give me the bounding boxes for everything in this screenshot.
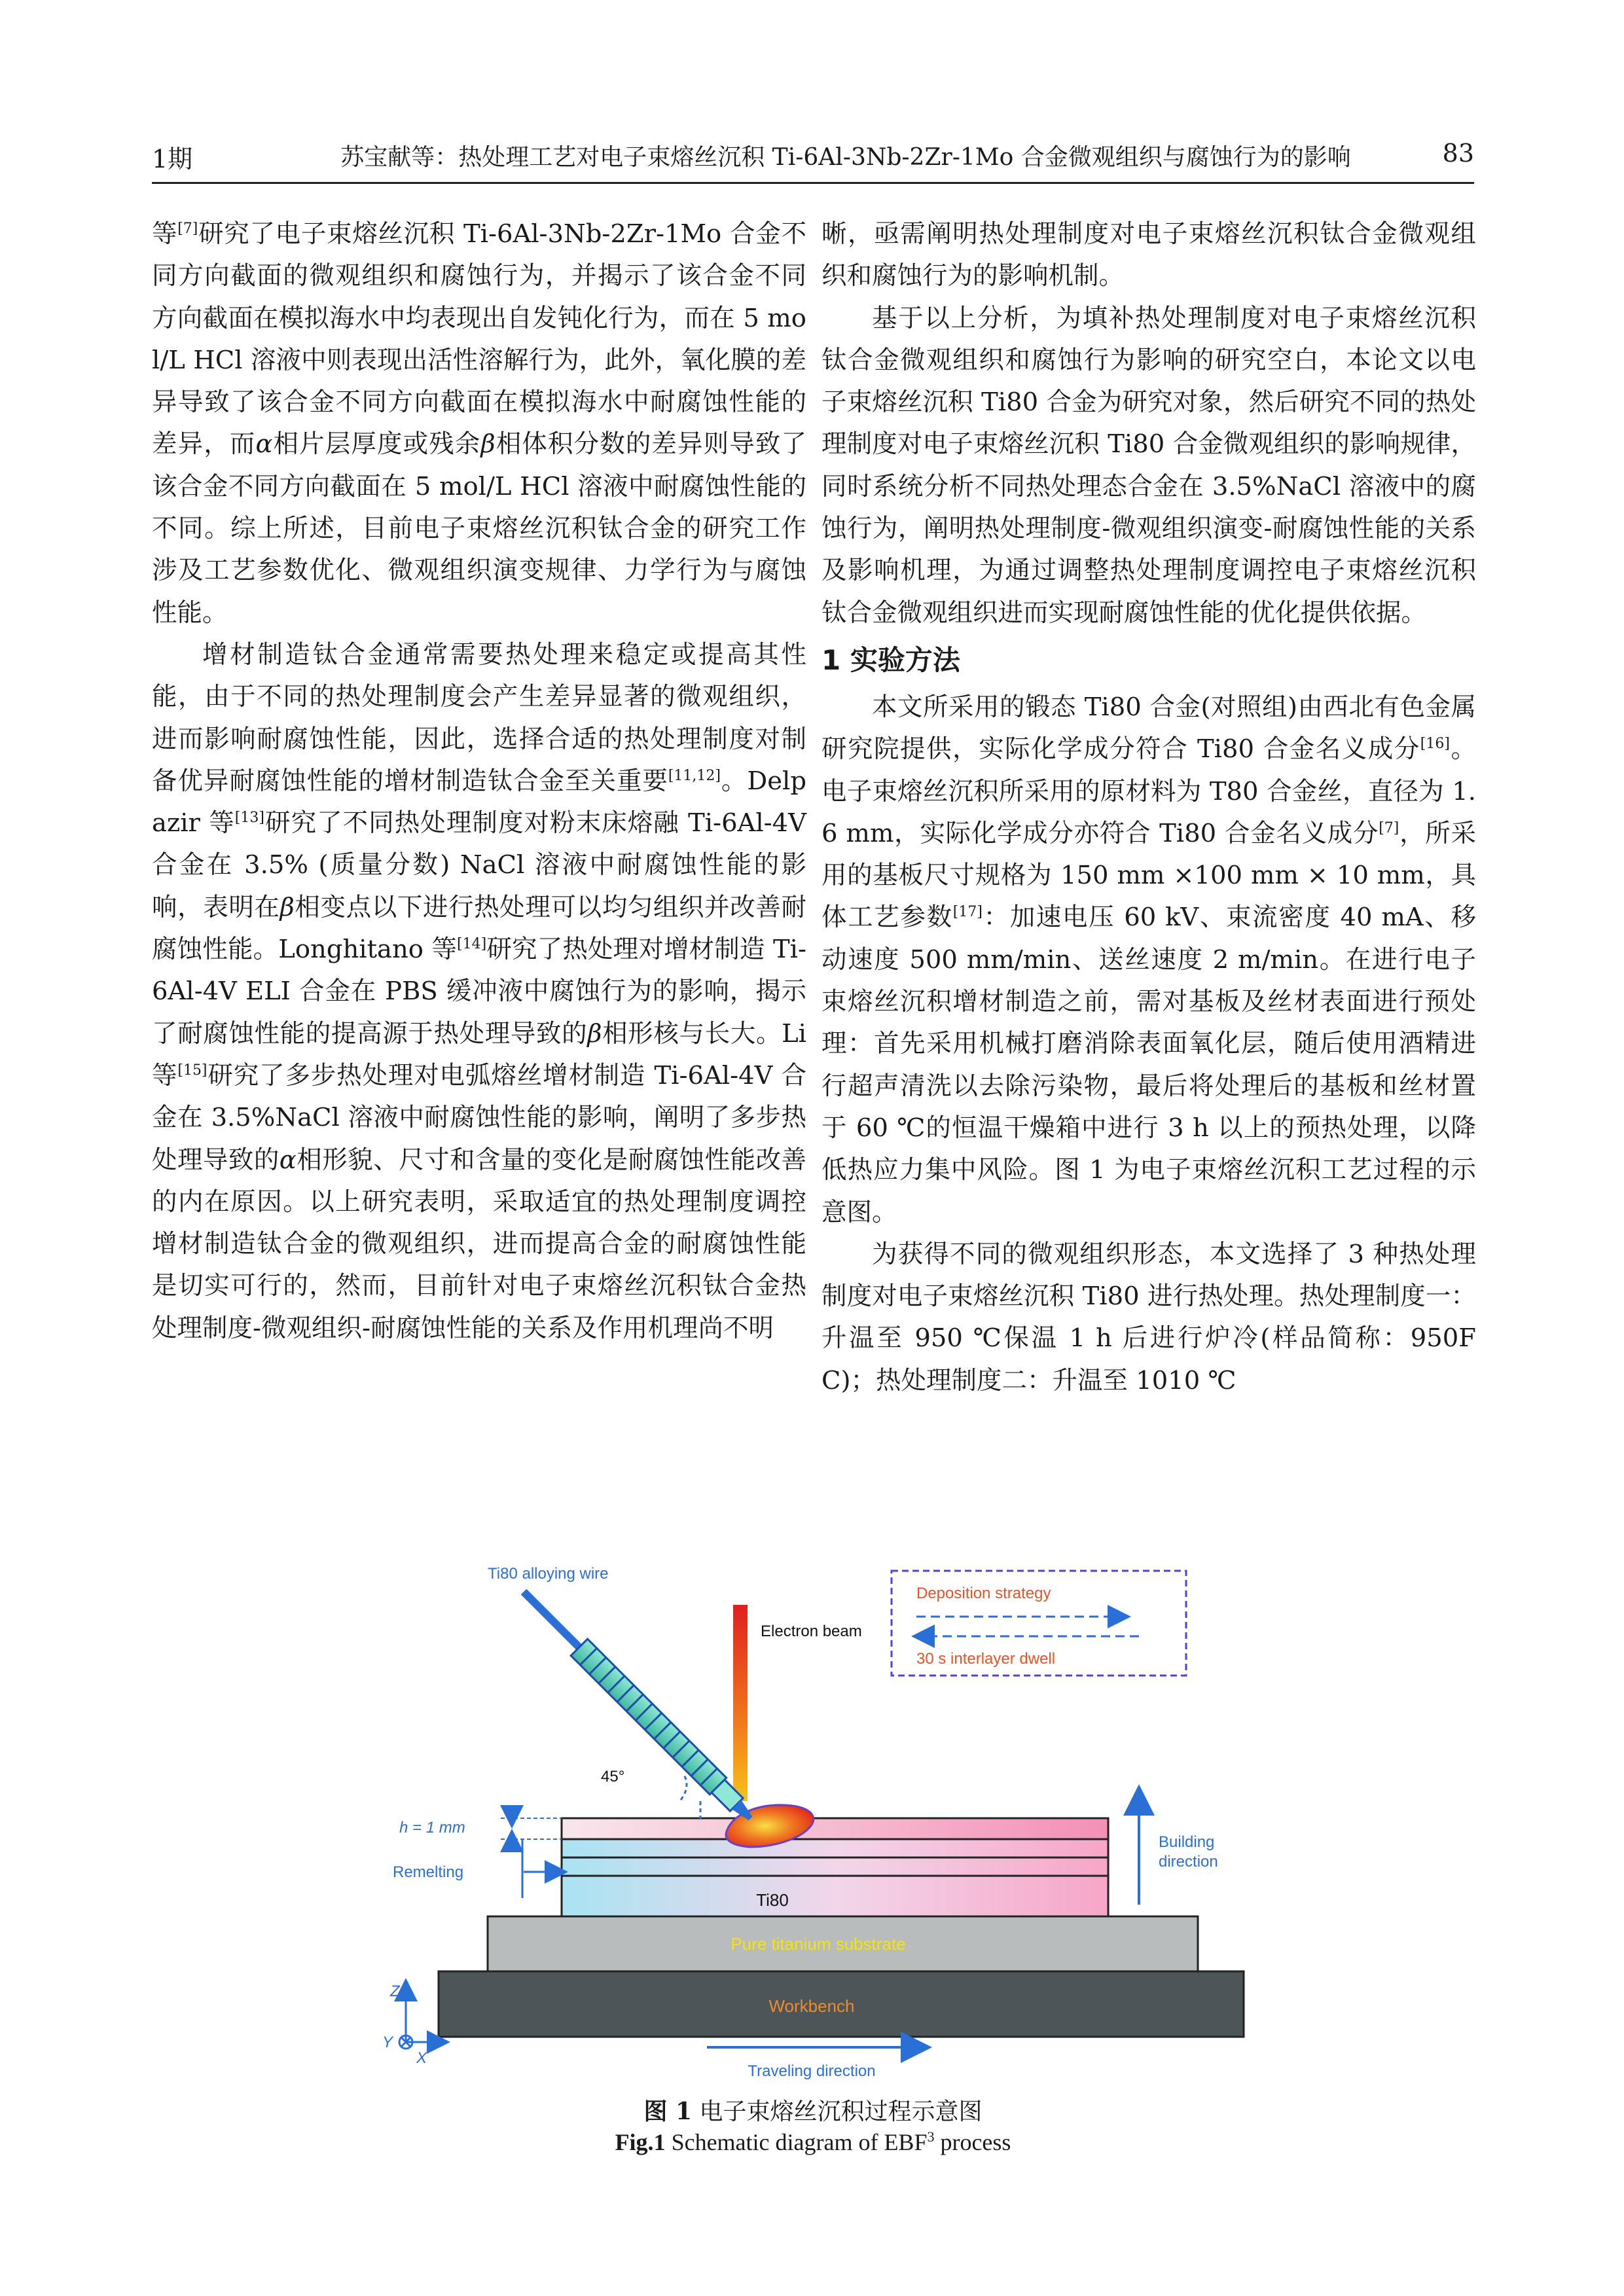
citation: [7] xyxy=(177,221,198,238)
paragraph: 基于以上分析，为填补热处理制度对电子束熔丝沉积钛合金微观组织和腐蚀行为影响的研究空白，本论文以电子束熔丝沉积 Ti80 合金为研究对象，然后研究不同的热处理制度对电子束熔丝沉积 Ti80 合金微观组织的影响规律，同时系统分析不同热处理态合金在 3.5%NaCl 溶液中的腐蚀行为，阐明热处理制度-微观组织演变-耐腐蚀性能的关系及影响机理，为通过调整热处理制度调控电子束熔丝沉积钛合金微观组织进而实现耐腐蚀性能的优化提供依据。 xyxy=(821,303,1476,628)
running-title: 苏宝献等：热处理工艺对电子束熔丝沉积 Ti-6Al-3Nb-2Zr-1Mo 合金微观组织与腐蚀行为的影响 xyxy=(340,144,1351,171)
workbench-label: Workbench xyxy=(768,1996,855,2016)
citation: [14] xyxy=(457,936,487,953)
y-axis-label: Y xyxy=(382,2034,393,2051)
citation: [17] xyxy=(952,904,983,921)
deposited-layer xyxy=(562,1876,1108,1916)
citation: [13] xyxy=(234,810,264,827)
caption-tail: process xyxy=(934,2129,1011,2155)
electron-beam xyxy=(733,1605,748,1801)
top-layer xyxy=(562,1818,1108,1839)
building-label: direction xyxy=(1159,1853,1218,1871)
figure-caption-zh xyxy=(152,2093,1474,2126)
figure-ebf-schematic xyxy=(382,1545,1257,2081)
paragraph: 增材制造钛合金通常需要热处理来稳定或提高其性能，由于不同的热处理制度会产生差异显著的微观组织，进而影响耐腐蚀性能，因此，选择合适的热处理制度对制备优异耐腐蚀性能的增材制造钛合金至关重要[11,12]。Delpazir 等[13]研究了不同热处理制度对粉末床熔融 Ti-6Al-4V 合金在 3.5% (质量分数) NaCl 溶液中耐腐蚀性能的影响，表明在β相变点以下进行热处理可以均匀组织并改善耐腐蚀性能。Longhitano 等[14]研究了热处理对增材制造 Ti-6Al-4V ELI 合金在 PBS 缓冲液中腐蚀行为的影响，揭示了耐腐蚀性能的提高源于热处理导致的β相形核与长大。Li 等[15]研究了多步热处理对电弧熔丝增材制造 Ti-6Al-4V 合金在 3.5%NaCl 溶液中耐腐蚀性能的影响，阐明了多步热处理导致的α相形貌、尺寸和含量的变化是耐腐蚀性能改善的内在原因。以上研究表明，采取适宜的热处理制度调控增材制造钛合金的微观组织，进而提高合金的耐腐蚀性能是切实可行的，然而，目前针对电子束熔丝沉积钛合金热处理制度-微观组织-耐腐蚀性能的关系及作用机理尚不明 xyxy=(152,639,807,1343)
paragraph: 等[7]研究了电子束熔丝沉积 Ti-6Al-3Nb-2Zr-1Mo 合金不同方向截面的微观组织和腐蚀行为，并揭示了该合金不同方向截面在模拟海水中均表现出自发钝化行为，而在 5 mol/L HCl 溶液中则表现出活性溶解行为，此外，氧化膜的差异导致了该合金不同方向截面在模拟海水中耐腐蚀性能的差异，而α相片层厚度或残余β相体积分数的差异则导致了该合金不同方向截面在 5 mol/L HCl 溶液中耐腐蚀性能的不同。综上所述，目前电子束熔丝沉积钛合金的研究工作涉及工艺参数优化、微观组织演变规律、力学行为与腐蚀性能。 xyxy=(152,219,806,628)
z-axis-label: Z xyxy=(390,1982,400,2000)
citation: [15] xyxy=(177,1062,208,1079)
dwell-label: 30 s interlayer dwell xyxy=(916,1650,1056,1668)
page-number: 83 xyxy=(1442,139,1474,168)
building-label: Building xyxy=(1159,1833,1215,1851)
caption-sup: 3 xyxy=(927,2128,935,2145)
deposited-layer xyxy=(562,1839,1108,1857)
traveling-label: Traveling direction xyxy=(748,2062,876,2080)
citation: [7] xyxy=(1379,820,1399,837)
wire-label: Ti80 alloying wire xyxy=(488,1565,609,1583)
caption-text: 电子束熔丝沉积过程示意图 xyxy=(692,2098,983,2125)
caption-text: Schematic diagram of EBF xyxy=(665,2129,928,2155)
left-column xyxy=(152,213,806,1350)
section-title: 1 实验方法 xyxy=(821,643,960,676)
deposited-layer xyxy=(562,1857,1108,1876)
figure-caption-en xyxy=(152,2128,1474,2156)
wire-feeder xyxy=(515,1583,759,1827)
right-column xyxy=(821,213,1476,1402)
remelting-label: Remelting xyxy=(393,1863,464,1881)
issue-number: 1期 xyxy=(152,145,193,173)
ti80-label: Ti80 xyxy=(756,1890,789,1910)
paragraph: 晰，亟需阐明热处理制度对电子束熔丝沉积钛合金微观组织和腐蚀行为的影响机制。 xyxy=(821,219,1476,291)
page-header xyxy=(152,139,1474,184)
schematic-diagram xyxy=(382,1545,1257,2081)
citation: [11,12] xyxy=(668,768,721,785)
citation: [16] xyxy=(1420,736,1450,753)
caption-label: Fig.1 xyxy=(615,2129,666,2155)
angle-label: 45° xyxy=(601,1768,625,1785)
paragraph: 本文所采用的锻态 Ti80 合金(对照组)由西北有色金属研究院提供，实际化学成分符合 Ti80 合金名义成分[16]。电子束熔丝沉积所采用的原材料为 T80 合金丝，直径为 1.6 mm，实际化学成分亦符合 Ti80 合金名义成分[7]，所采用的基板尺寸规格为 150 mm ×100 mm × 10 mm，具体工艺参数[17]：加速电压 60 kV、束流密度 40 mA、移动速度 500 mm/min、送丝速度 2 m/min。在进行电子束熔丝沉积增材制造之前，需对基板及丝材表面进行预处理：首先采用机械打磨消除表面氧化层，随后使用酒精进行超声清洗以去除污染物，最后将处理后的基板和丝材置于 60 ℃的恒温干燥箱中进行 3 h 以上的预热处理，以降低热应力集中风险。图 1 为电子束熔丝沉积工艺过程的示意图。 xyxy=(821,692,1476,1227)
angle-arc xyxy=(681,1775,687,1800)
electron-beam-label: Electron beam xyxy=(761,1623,862,1640)
h-label: h = 1 mm xyxy=(399,1819,465,1837)
paragraph: 为获得不同的微观组织形态，本文选择了 3 种热处理制度对电子束熔丝沉积 Ti80 进行热处理。热处理制度一：升温至 950 ℃保温 1 h 后进行炉冷(样品简称：950FC)；热处理制度二：升温至 1010 ℃ xyxy=(821,1239,1476,1395)
substrate-label: Pure titanium substrate xyxy=(731,1934,906,1954)
x-axis-label: X xyxy=(416,2049,427,2067)
caption-label: 图 1 xyxy=(643,2098,693,2125)
strategy-label: Deposition strategy xyxy=(916,1585,1051,1602)
